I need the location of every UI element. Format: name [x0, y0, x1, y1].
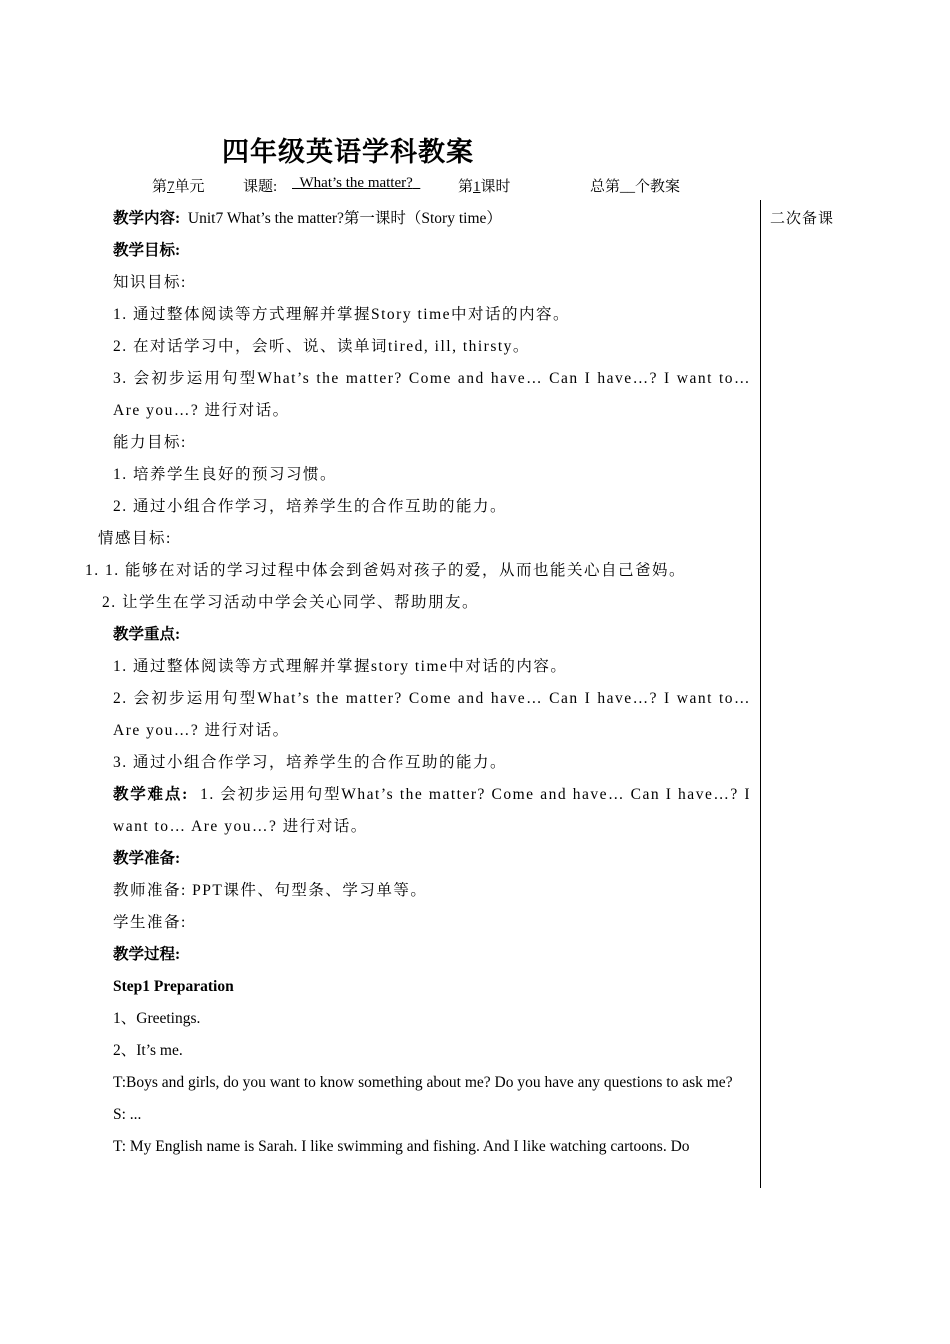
list-item: 1. 1. 能够在对话的学习过程中体会到爸妈对孩子的爱，从而也能关心自己爸妈。: [85, 562, 687, 579]
list-item: 1. 培养学生良好的预习习惯。: [113, 466, 338, 483]
content-label: 教学内容:: [113, 210, 181, 227]
column-divider: [760, 200, 761, 1188]
list-item: 3. 会初步运用句型What’s the matter? Come and have… Can I have…? I want to… Are you…? 进行对话。: [113, 370, 751, 419]
unit-number: 7: [167, 179, 175, 195]
student-prep: 学生准备:: [113, 914, 187, 931]
list-item: 1. 通过整体阅读等方式理解并掌握story time中对话的内容。: [113, 658, 568, 675]
list-item: 2、It’s me.: [113, 1042, 183, 1059]
goals-heading: 教学目标:: [113, 242, 181, 259]
key-points-heading: 教学重点:: [113, 626, 181, 643]
content-row: [113, 203, 751, 235]
list-item: 1、Greetings.: [113, 1010, 201, 1027]
list-item: 2. 让学生在学习活动中学会关心同学、帮助朋友。: [102, 594, 480, 611]
page-title: 四年级英语学科教案: [222, 137, 474, 168]
list-item: 2. 会初步运用句型What’s the matter? Come and have… Can I have…? I want to… Are you…? 进行对话。: [113, 690, 751, 739]
unit-info: 第7单元: [152, 179, 205, 195]
lesson-meta-line: [0, 175, 950, 197]
dialogue-line: T: My English name is Sarah. I like swimming and fishing. And I like watching cartoons. Do: [113, 1138, 690, 1155]
difficulty-label: 教学难点:: [113, 786, 189, 803]
step1-heading: Step1 Preparation: [113, 978, 234, 995]
lesson-plan-body: [85, 203, 752, 1163]
ability-heading: 能力目标:: [113, 434, 187, 451]
lesson-number: 1: [473, 179, 481, 195]
list-item: 1. 通过整体阅读等方式理解并掌握Story time中对话的内容。: [113, 306, 571, 323]
dialogue-line: S: ...: [113, 1106, 142, 1123]
topic-value: What’s the matter?: [299, 175, 413, 191]
prep-heading: 教学准备:: [113, 850, 181, 867]
dialogue-line: T:Boys and girls, do you want to know something about me? Do you have any questions to ask me?: [113, 1074, 733, 1091]
content-value: Unit7 What’s the matter?第一课时（Story time）: [187, 210, 502, 227]
knowledge-heading: 知识目标:: [113, 274, 187, 291]
total-plan-count: 总第__个教案: [590, 179, 681, 195]
list-item: 3. 通过小组合作学习，培养学生的合作互助的能力。: [113, 754, 508, 771]
lesson-info: 第1课时: [458, 179, 511, 195]
topic-label: 课题:: [243, 179, 278, 195]
difficulty-row: [113, 779, 751, 843]
difficulty-value: 1. 会初步运用句型What’s the matter? Come and have… Can I have…? I want to… Are you…? 进行对话。: [113, 786, 752, 835]
teacher-prep: 教师准备: PPT课件、句型条、学习单等。: [113, 882, 428, 899]
process-heading: 教学过程:: [113, 946, 181, 963]
secondary-prep-label: 二次备课: [770, 211, 835, 227]
list-item: 2. 在对话学习中，会听、说、读单词tired, ill, thirsty。: [113, 338, 530, 355]
list-item: 2. 通过小组合作学习，培养学生的合作互助的能力。: [113, 498, 508, 515]
emotion-heading: 情感目标:: [98, 530, 172, 547]
